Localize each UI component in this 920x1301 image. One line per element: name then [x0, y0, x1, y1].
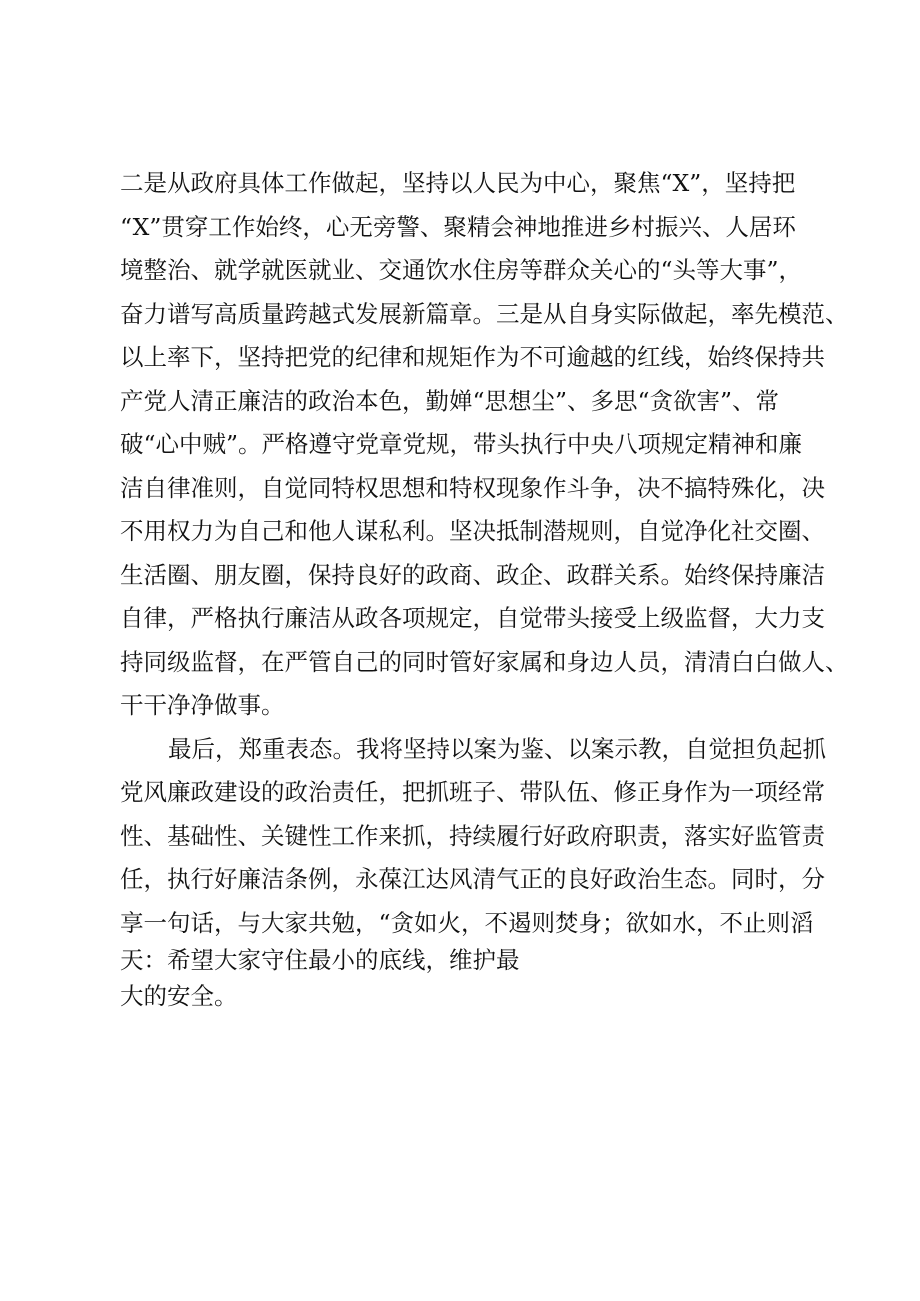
- text-line: 天：希望大家守住最小的底线，维护最: [120, 946, 520, 974]
- text-line: 享一句话，与大家共勉，“贪如火，不遏则焚身；欲如水，不止则滔: [120, 908, 814, 937]
- text-line: 不用权力为自己和他人谋私利。坚决抵制潜规则，自觉净化社交圈、: [120, 517, 825, 545]
- text-line: 党风廉政建设的政治责任，把抓班子、带队伍、修正身作为一项经常: [120, 778, 825, 806]
- text-line: 自律，严格执行廉洁从政各项规定，自觉带头接受上级监督，大力支: [120, 604, 825, 632]
- body-text: [120, 162, 849, 1016]
- text-line: 境整治、就学就医就业、交通饮水住房等群众关心的“头等大事”，: [120, 256, 803, 284]
- text-line: 以上率下，坚持把党的纪律和规矩作为不可逾越的红线，始终保持共: [120, 343, 825, 371]
- text-line: 二是从政府具体工作做起，坚持以人民为中心，聚焦“X”，坚持把: [120, 169, 796, 197]
- text-line: 奋力谱写高质量跨越式发展新篇章。三是从自身实际做起，率先模范、: [120, 299, 849, 328]
- text-line: 持同级监督，在严管自己的同时管好家属和身边人员，清清白白做人、: [120, 647, 849, 676]
- text-line: 洁自律准则，自觉同特权思想和特权现象作斗争，决不搞特殊化，决: [120, 473, 825, 502]
- text-line: 破“心中贼”。严格遵守党章党规，带头执行中央八项规定精神和廉: [120, 430, 803, 458]
- text-line: “X”贯穿工作始终，心无旁警、聚精会神地推进乡村振兴、人居环: [120, 212, 796, 241]
- text-line: 干干净净做事。: [120, 691, 285, 719]
- text-line: 性、基础性、关键性工作来抓，持续履行好政府职责，落实好监管责: [120, 821, 825, 850]
- text-line: 生活圈、朋友圈，保持良好的政商、政企、政群关系。始终保持廉洁: [120, 560, 825, 589]
- text-line: 大的安全。: [120, 982, 238, 1010]
- text-line: 任，执行好廉洁条例，永葆江达风清气正的良好政治生态。同时，分: [120, 865, 825, 893]
- text-line: 产党人清正廉洁的政治本色，勤婵“思想尘”、多思“贪欲害”、常: [120, 386, 780, 415]
- paragraph-start-line: 最后，郑重表态。我将坚持以案为鉴、以案示教，自觉担负起抓: [168, 734, 826, 763]
